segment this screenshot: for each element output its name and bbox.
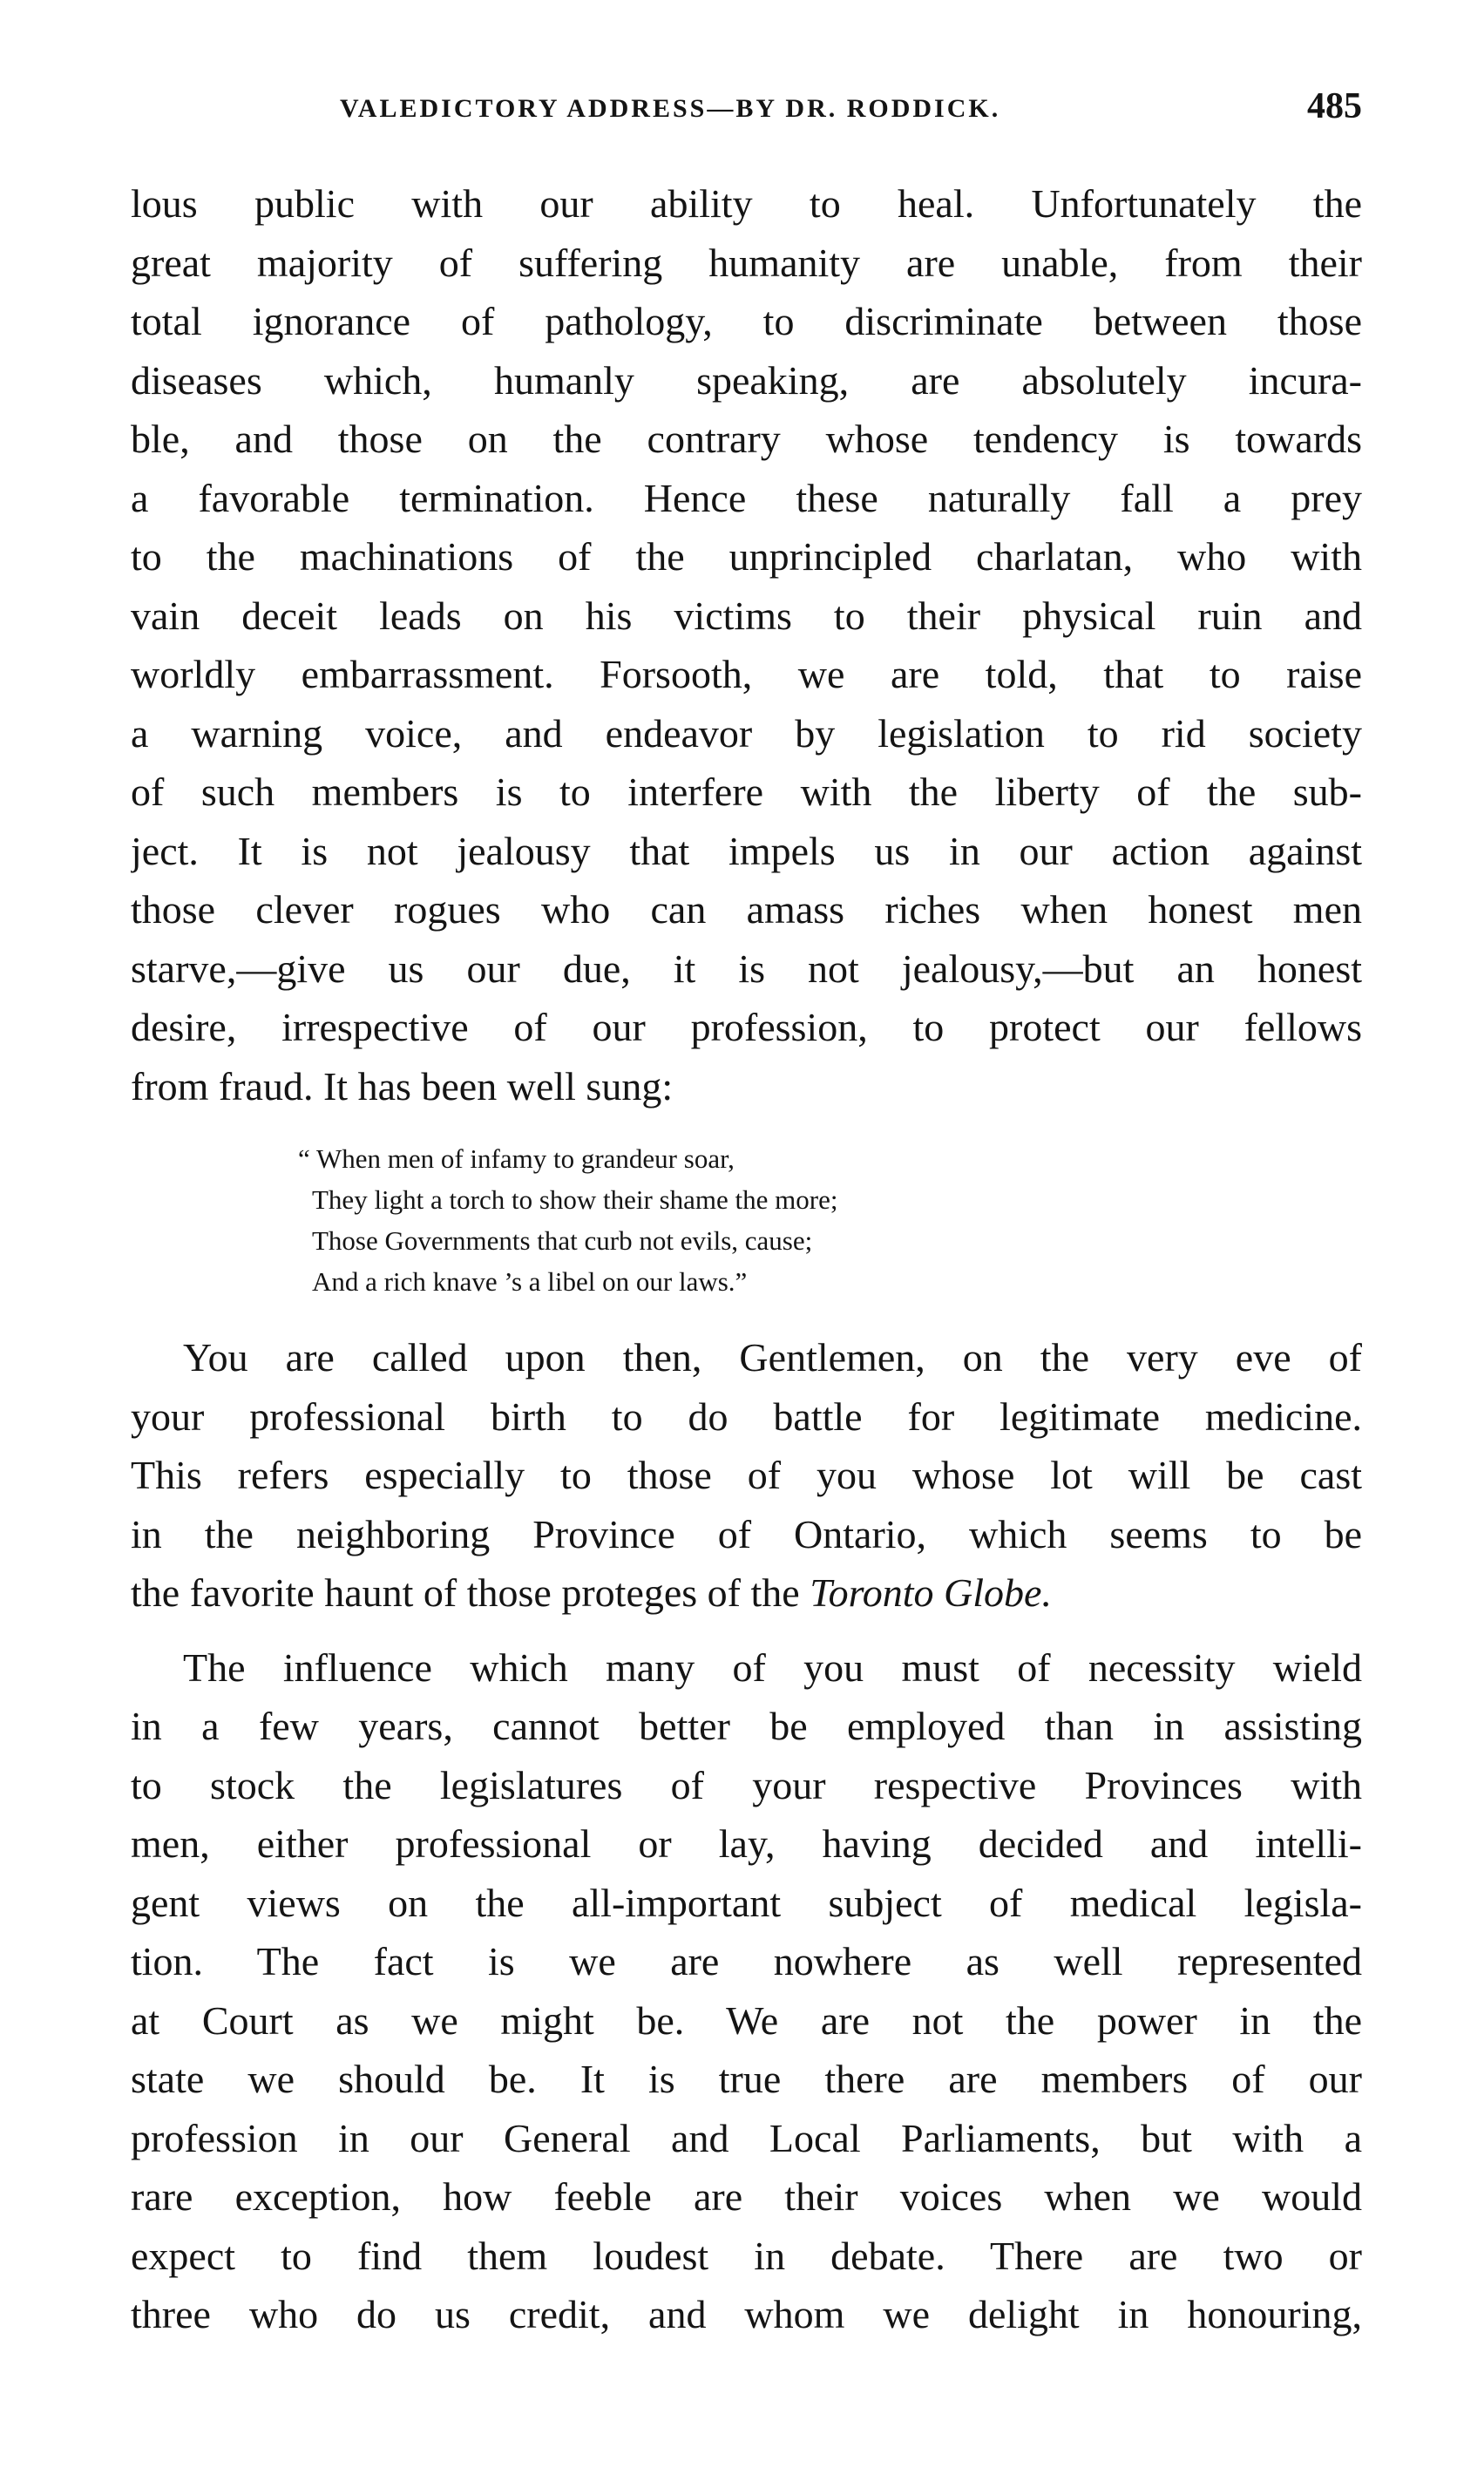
- body-text: [131, 174, 1362, 2344]
- text-line: to stock the legislatures of your respective Provinces with: [131, 1762, 1362, 1807]
- text-line: desire, irrespective of our profession, to protect our fellows: [131, 1005, 1362, 1049]
- paragraph-gap: [131, 1623, 1362, 1638]
- paragraph-3: [131, 1638, 1362, 2344]
- text-line: worldly embarrassment. Forsooth, we are told, that to raise: [131, 652, 1362, 696]
- text-line: in a few years, cannot better be employed than in assisting: [131, 1704, 1362, 1748]
- verse-line: They light a torch to show their shame the more;: [312, 1184, 838, 1215]
- text-line: The influence which many of you must of necessity wield: [183, 1644, 1362, 1690]
- text-line: from fraud. It has been well sung:: [131, 1063, 674, 1109]
- text-line: men, either professional or lay, having decided and intelli-: [131, 1821, 1362, 1866]
- text-line: those clever rogues who can amass riches when honest men: [131, 887, 1362, 932]
- text-line: a favorable termination. Hence these naturally fall a prey: [131, 475, 1362, 520]
- text-line: three who do us credit, and whom we delight in honouring,: [131, 2292, 1362, 2336]
- text-line: ble, and those on the contrary whose tendency is towards: [131, 417, 1362, 461]
- text-line: vain deceit leads on his victims to their physical ruin and: [131, 593, 1362, 638]
- running-title: VALEDICTORY ADDRESS—BY DR. RODDICK.: [340, 94, 1001, 123]
- text-line: gent views on the all-important subject of medical legisla-: [131, 1880, 1362, 1925]
- verse-line: Those Governments that curb not evils, cause;: [312, 1225, 813, 1256]
- text-line: expect to find them loudest in debate. There are two or: [131, 2233, 1362, 2278]
- text-line: starve,—give us our due, it is not jealousy,—but an honest: [131, 946, 1362, 991]
- text-line: at Court as we might be. We are not the power in the: [131, 1997, 1362, 2043]
- paragraph-2: [131, 1328, 1362, 1623]
- text-line: tion. The fact is we are nowhere as well represented: [131, 1939, 1362, 1983]
- text-line: [131, 1563, 1362, 1623]
- verse-quotation: [131, 1138, 1362, 1302]
- text-line: in the neighboring Province of Ontario, which seems to be: [131, 1511, 1362, 1556]
- verse-line: And a rich knave ’s a libel on our laws.”: [312, 1266, 748, 1297]
- text-line: your professional birth to do battle for legitimate medicine.: [131, 1393, 1362, 1439]
- text-span: the favorite haunt of those proteges of the: [131, 1570, 810, 1615]
- text-line: profession in our General and Local Parliaments, but with a: [131, 2115, 1362, 2160]
- running-head: [131, 85, 1362, 138]
- text-line: rare exception, how feeble are their voices when we would: [131, 2174, 1362, 2219]
- text-line: great majority of suffering humanity are unable, from their: [131, 240, 1362, 285]
- text-line: lous public with our ability to heal. Unfortunately the: [131, 181, 1362, 226]
- text-line: ject. It is not jealousy that impels us in our action against: [131, 828, 1362, 873]
- newspaper-title: Toronto Globe.: [810, 1570, 1052, 1615]
- text-line: a warning voice, and endeavor by legislation to rid society: [131, 710, 1362, 756]
- text-line: to the machinations of the unprincipled charlatan, who with: [131, 534, 1362, 579]
- text-line: total ignorance of pathology, to discriminate between those: [131, 299, 1362, 343]
- text-line: You are called upon then, Gentlemen, on the very eve of: [183, 1335, 1362, 1380]
- page-number: 485: [1307, 86, 1362, 126]
- text-line: state we should be. It is true there are members of our: [131, 2057, 1362, 2101]
- text-line: diseases which, humanly speaking, are absolutely incura-: [131, 357, 1362, 403]
- paragraph-1: [131, 174, 1362, 1115]
- verse-line: “ When men of infamy to grandeur soar,: [298, 1143, 735, 1174]
- text-line: This refers especially to those of you whose lot will be cast: [131, 1453, 1362, 1497]
- text-line: of such members is to interfere with the liberty of the sub-: [131, 770, 1362, 814]
